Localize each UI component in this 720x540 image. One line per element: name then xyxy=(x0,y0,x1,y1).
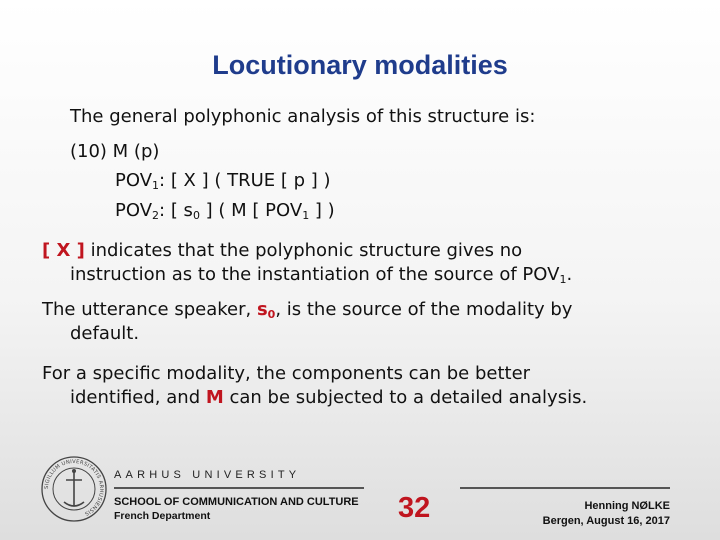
bullet1-end: . xyxy=(566,264,573,285)
bullet3-post: can be subjected to a detailed analysis. xyxy=(223,387,588,408)
bullet3-pre: identified, and xyxy=(70,387,206,408)
bullet3-modal: M xyxy=(205,387,224,408)
seal-text: SIGILLUM UNIVERSITATIS ARHUSIENSIS xyxy=(43,458,105,517)
pov2-pov-subscript: 1 xyxy=(302,209,310,222)
bullet2-line1 xyxy=(42,298,572,322)
intro-text: The general polyphonic analysis of this structure is: xyxy=(70,106,536,127)
university-seal-icon xyxy=(40,455,108,523)
bullet3-line2 xyxy=(70,386,587,410)
bullet2-post: , is the source of the modality by xyxy=(275,299,573,320)
bullet3-line1: For a specific modality, the components can be better xyxy=(42,363,531,384)
bullet1-line2 xyxy=(70,263,572,287)
bullet1-line1 xyxy=(42,239,522,263)
pov2-subscript: 2 xyxy=(152,209,160,222)
footer-rule-left xyxy=(114,487,364,489)
bullet1-subscript: 1 xyxy=(559,273,567,286)
bullet2-speaker-subscript: 0 xyxy=(267,308,276,321)
department-name: French Department xyxy=(114,510,211,522)
school-name: SCHOOL OF COMMUNICATION AND CULTURE xyxy=(114,496,359,508)
pov1-name: POV xyxy=(115,170,153,191)
bullet1-text1: indicates that the polyphonic structure gives no xyxy=(84,240,523,261)
university-name: AARHUS UNIVERSITY xyxy=(114,469,301,481)
pov2-post: ] ) xyxy=(309,200,335,221)
place-date: Bergen, August 16, 2017 xyxy=(542,515,670,527)
footer-rule-right xyxy=(460,487,670,489)
bullet2-speaker: s xyxy=(256,299,268,320)
pov2-s-subscript: 0 xyxy=(192,209,200,222)
pov2-pre: : [ s xyxy=(159,200,193,221)
bullet1-text2: instruction as to the instantiation of the source of POV xyxy=(70,264,560,285)
author-name: Henning NØLKE xyxy=(584,500,670,512)
slide-title: Locutionary modalities xyxy=(212,50,508,80)
bullet2-pre: The utterance speaker, xyxy=(42,299,257,320)
example-label: (10) M (p) xyxy=(70,141,160,162)
example-pov2-line xyxy=(115,199,335,223)
bullet2-line2: default. xyxy=(70,323,140,344)
bullet1-highlight: [ X ] xyxy=(42,240,85,261)
pov2-name: POV xyxy=(115,200,153,221)
example-pov1-line xyxy=(115,169,331,193)
pov1-subscript: 1 xyxy=(152,179,160,192)
pov1-rest: : [ X ] ( TRUE [ p ] ) xyxy=(159,170,331,191)
pov2-mid: ] ( M [ POV xyxy=(199,200,303,221)
page-number: 32 xyxy=(398,492,431,524)
